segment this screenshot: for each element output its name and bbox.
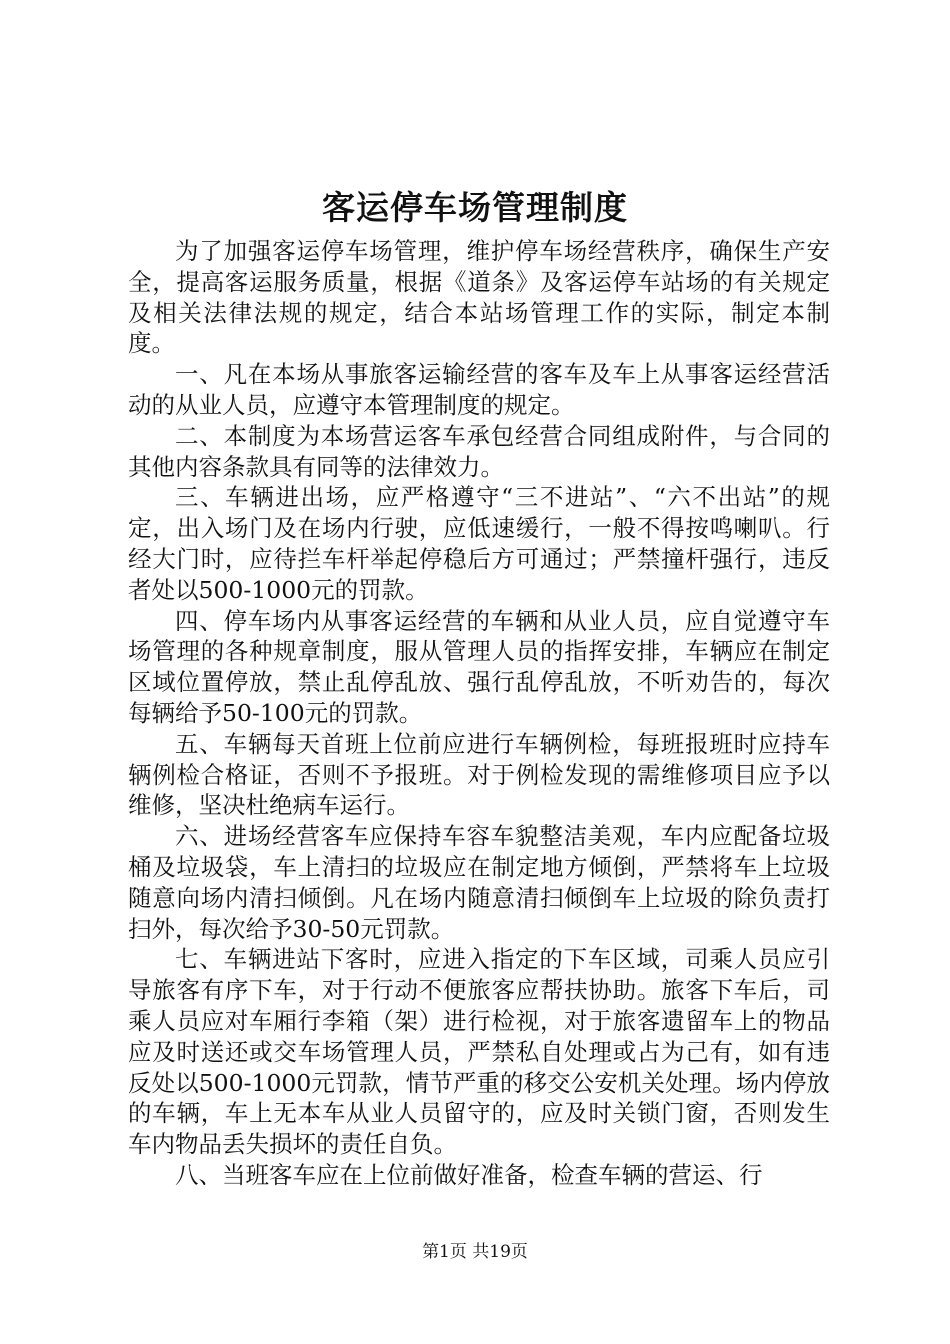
- clause-7-paragraph: 七、车辆进站下客时，应进入指定的下车区域，司乘人员应引导旅客有序下车，对于行动不便旅客应帮扶协助。旅客下车后，司乘人员应对车厢行李箱（架）进行检视，对于旅客遗留车上的物品应及时送还或交车场管理人员，严禁私自处理或占为己有，如有违反处以500-1000元罚款，情节严重的移交公安机关处理。场内停放的车辆，车上无本车从业人员留守的，应及时关锁门窗，否则发生车内物品丢失损坏的责任自负。: [128, 945, 830, 1159]
- clause-2-paragraph: 二、本制度为本场营运客车承包经营合同组成附件，与合同的其他内容条款具有同等的法律效力。: [128, 421, 830, 481]
- document-body: [128, 236, 830, 1191]
- clause-1-paragraph: 一、凡在本场从事旅客运输经营的客车及车上从事客运经营活动的从业人员，应遵守本管理制度的规定。: [128, 360, 830, 419]
- clause-4-paragraph: 四、停车场内从事客运经营的车辆和从业人员，应自觉遵守车场管理的各种规章制度，服从管理人员的指挥安排，车辆应在制定区域位置停放，禁止乱停乱放、强行乱停乱放，不听劝告的，每次每辆给予50-100元的罚款。: [128, 606, 830, 727]
- clause-5-paragraph: 五、车辆每天首班上位前应进行车辆例检，每班报班时应持车辆例检合格证，否则不予报班。对于例检发现的需维修项目应予以维修，坚决杜绝病车运行。: [128, 729, 830, 820]
- clause-8-paragraph: 八、当班客车应在上位前做好准备，检查车辆的营运、行: [175, 1160, 763, 1189]
- document-title: 客运停车场管理制度: [322, 188, 628, 227]
- clause-3-paragraph: 三、车辆进出场，应严格遵守“三不进站”、“六不出站”的规定，出入场门及在场内行驶，应低速缓行，一般不得按鸣喇叭。行经大门时，应待拦车杆举起停稳后方可通过；严禁撞杆强行，违反者处以500-1000元的罚款。: [128, 483, 830, 604]
- intro-paragraph: 为了加强客运停车场管理，维护停车场经营秩序，确保生产安全，提高客运服务质量，根据《道条》及客运停车站场的有关规定及相关法律法规的规定，结合本站场管理工作的实际，制定本制度。: [128, 237, 830, 358]
- clause-6-paragraph: 六、进场经营客车应保持车容车貌整洁美观，车内应配备垃圾桶及垃圾袋，车上清扫的垃圾应在制定地方倾倒，严禁将车上垃圾随意向场内清扫倾倒。凡在场内随意清扫倾倒车上垃圾的除负责打扫外，每次给予30-50元罚款。: [128, 822, 830, 943]
- page-number-footer: 第1页 共19页: [422, 1242, 528, 1262]
